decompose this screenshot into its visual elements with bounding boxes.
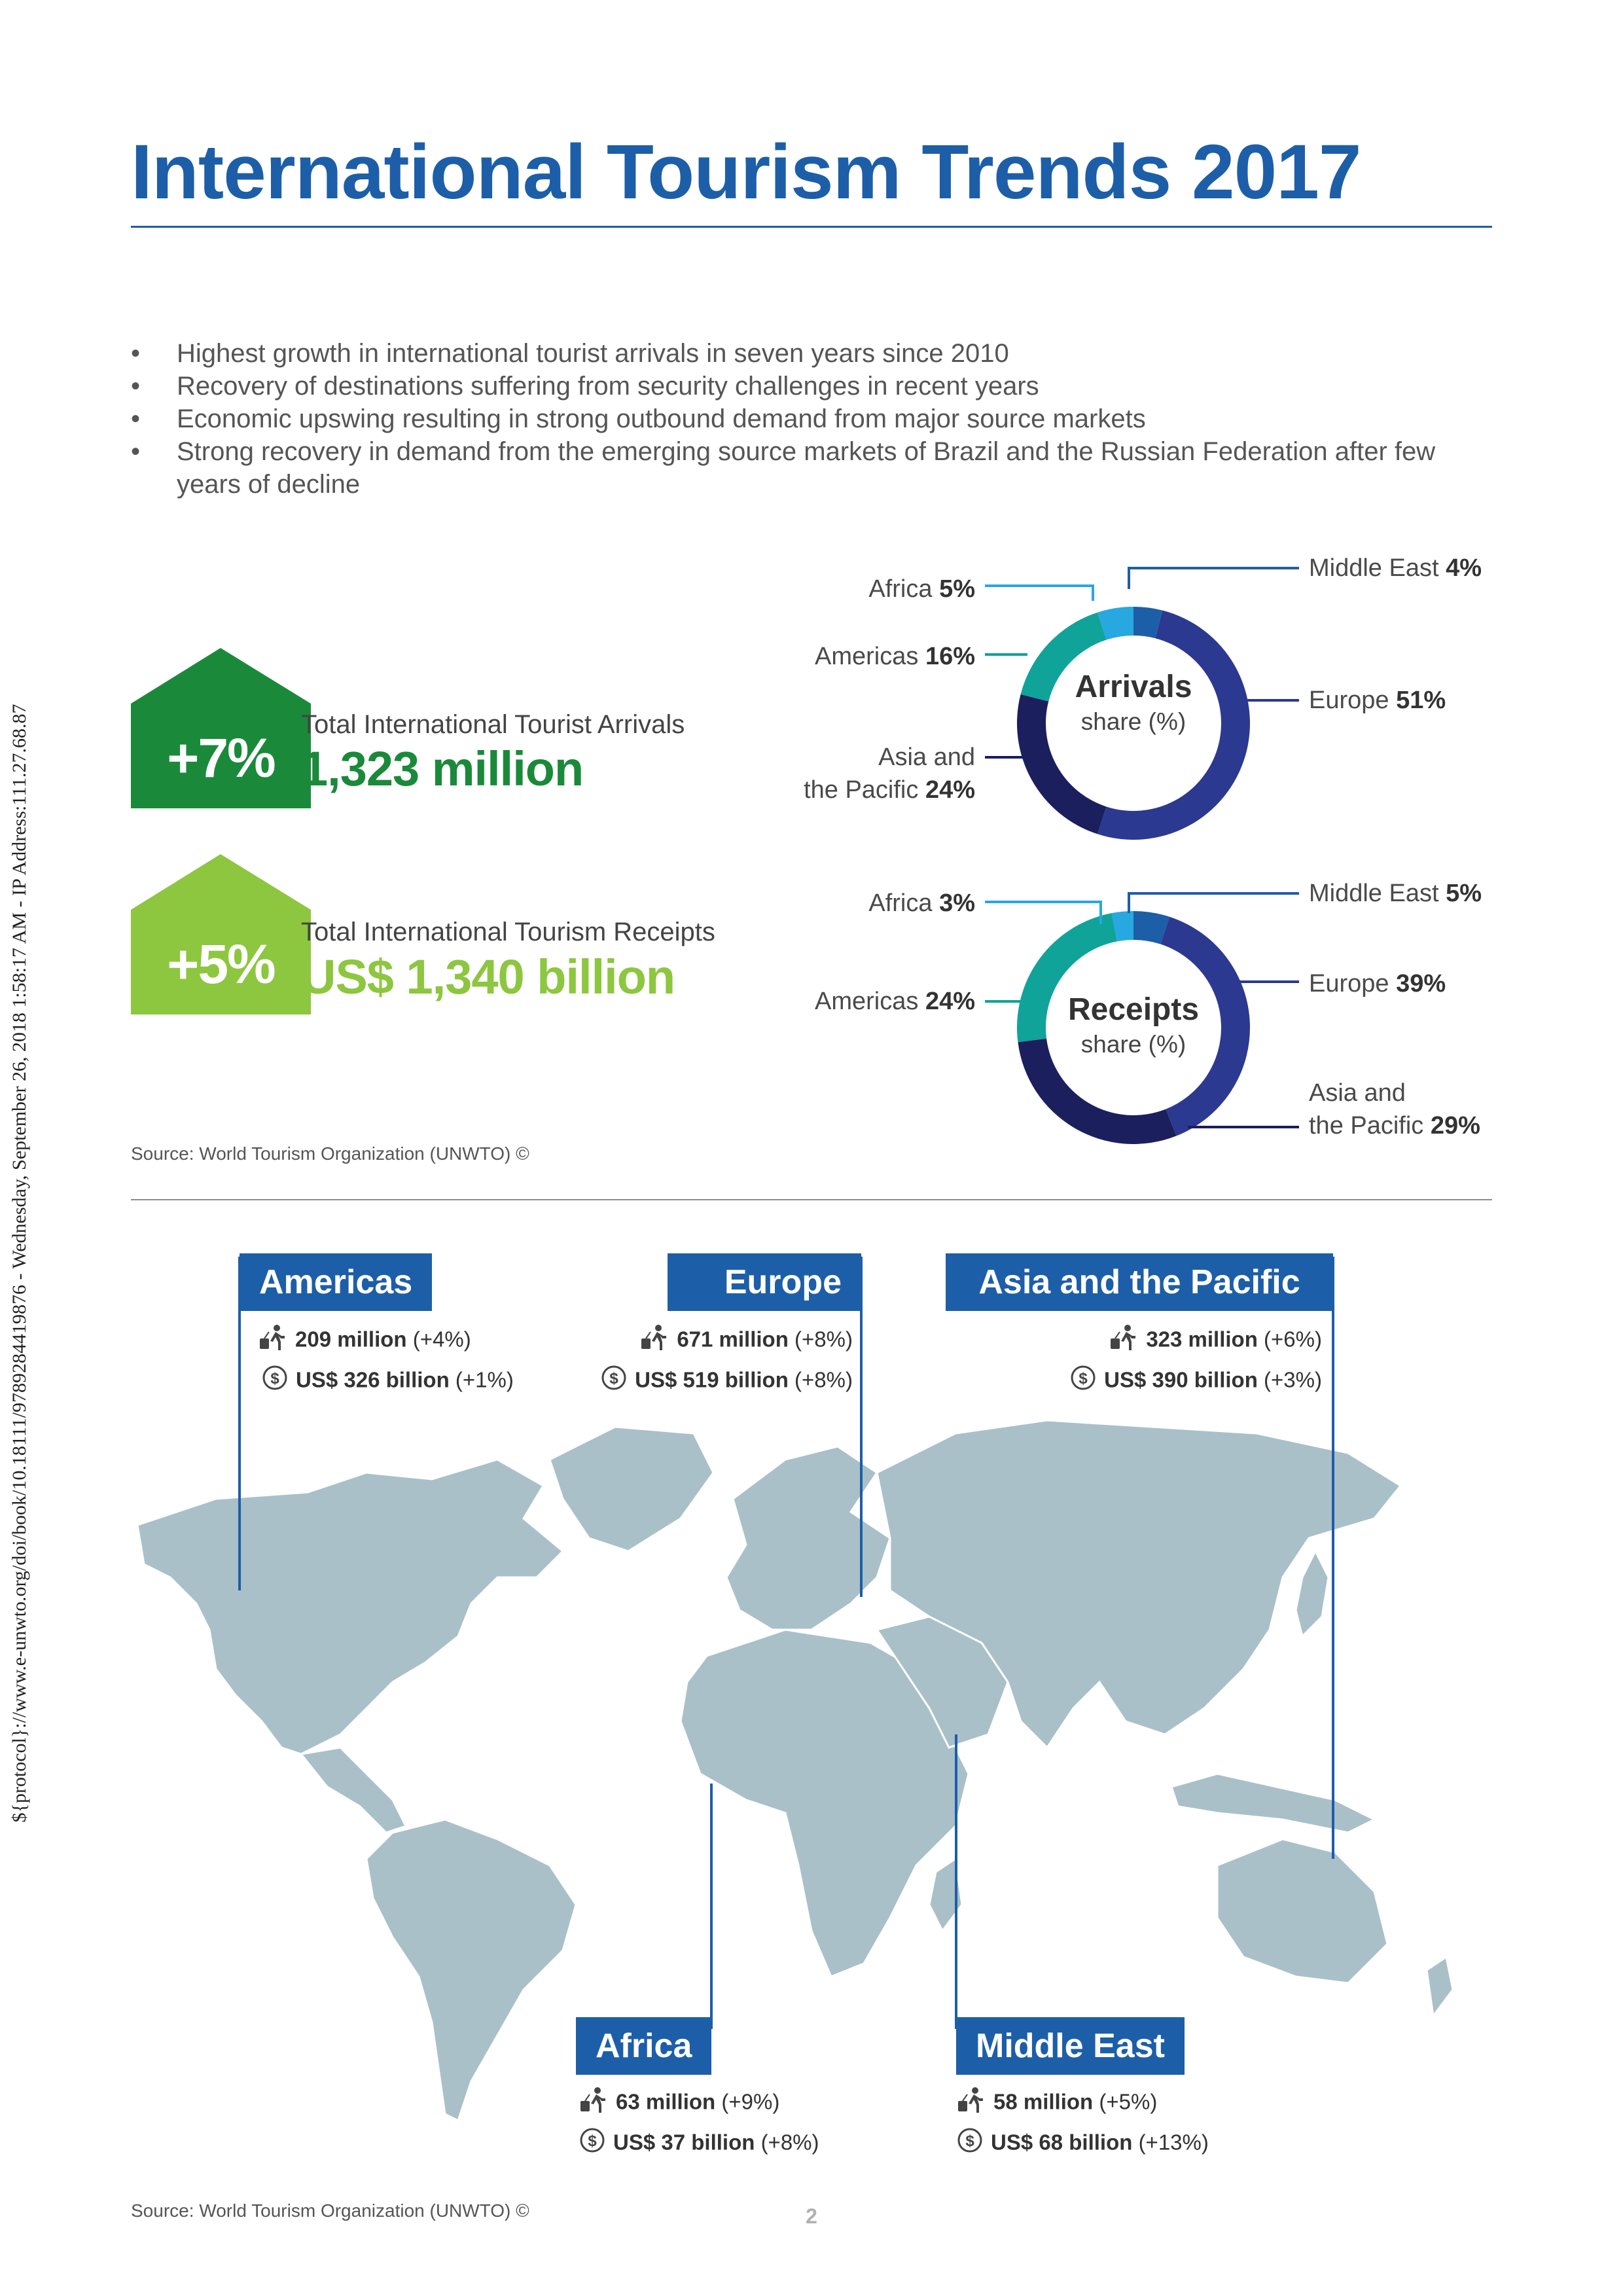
region-americas-title: Americas <box>240 1253 432 1311</box>
region-africa-receipts: $ US$ 37 billion (+8%) <box>579 2127 819 2157</box>
svg-text:$: $ <box>965 2132 974 2150</box>
receipts-value: US$ 1,340 billion <box>301 950 675 1004</box>
arrivals-label-asia-2: the Pacific 24% <box>804 776 975 804</box>
arrivals-label: Total International Tourist Arrivals <box>301 710 685 739</box>
svg-text:$: $ <box>588 2132 597 2150</box>
traveller-icon <box>957 2087 986 2121</box>
arrivals-chart-title: Arrivals <box>1075 670 1192 704</box>
source-note-map: Source: World Tourism Organization (UNWTO) © <box>131 2200 529 2221</box>
region-asia-receipts: $ US$ 390 billion (+3%) <box>1041 1365 1322 1395</box>
arrivals-growth: +7% <box>167 727 275 789</box>
list-item: • Economic upswing resulting in strong outbound demand from major source markets <box>131 403 1499 435</box>
side-metadata-text: ${protocol}://www.e-unwto.org/doi/book/10.18111/9789284419876 - Wednesday, September 26, 2018 1:58:17 AM - IP Address:111.27.68.87 <box>9 704 30 1823</box>
arrivals-label-asia-1: Asia and <box>878 744 975 771</box>
arrivals-label-africa: Africa 5% <box>868 575 975 603</box>
dollar-icon <box>262 1365 288 1399</box>
region-asia-title: Asia and the Pacific <box>946 1253 1333 1311</box>
receipts-label-middle-east: Middle East 5% <box>1309 880 1482 907</box>
arrivals-label-europe: Europe 51% <box>1309 687 1446 714</box>
region-middle-east-title: Middle East <box>956 2017 1185 2075</box>
receipts-label-africa: Africa 3% <box>868 889 975 917</box>
list-item: • Strong recovery in demand from the emerging source markets of Brazil and the Russian Federation after few years of decline <box>131 435 1499 501</box>
svg-text:$: $ <box>609 1370 618 1388</box>
receipts-label-asia-1: Asia and <box>1309 1079 1406 1107</box>
region-africa-title: Africa <box>576 2017 711 2075</box>
region-asia-arrivals: 323 million (+6%) <box>1047 1324 1322 1354</box>
region-europe-arrivals: 671 million (+8%) <box>589 1324 853 1354</box>
dollar-icon <box>1070 1365 1096 1399</box>
receipts-label: Total International Tourism Receipts <box>301 918 715 946</box>
region-europe-title: Europe <box>668 1253 861 1311</box>
page-number: 2 <box>806 2204 817 2228</box>
traveller-icon <box>259 1324 287 1358</box>
traveller-icon <box>640 1324 669 1358</box>
list-item: • Highest growth in international tourist arrivals in seven years since 2010 <box>131 337 1499 370</box>
list-item: • Recovery of destinations suffering from security challenges in recent years <box>131 370 1499 403</box>
region-middle-east-receipts: $ US$ 68 billion (+13%) <box>957 2127 1209 2157</box>
traveller-icon <box>579 2087 608 2121</box>
receipts-chart-title: Receipts <box>1067 992 1200 1027</box>
receipts-label-americas: Americas 24% <box>815 988 975 1015</box>
region-middle-east-arrivals: 58 million (+5%) <box>957 2087 1157 2117</box>
region-americas-receipts: $ US$ 326 billion (+1%) <box>262 1365 514 1395</box>
dollar-icon <box>601 1365 627 1399</box>
arrivals-value: 1,323 million <box>301 742 584 796</box>
dollar-icon <box>579 2127 605 2161</box>
region-europe-receipts: $ US$ 519 billion (+8%) <box>576 1365 853 1395</box>
receipts-label-europe: Europe 39% <box>1309 970 1446 997</box>
source-note: Source: World Tourism Organization (UNWTO) © <box>131 1143 529 1164</box>
receipts-chart-subtitle: share (%) <box>1080 1031 1186 1058</box>
arrivals-label-middle-east: Middle East 4% <box>1309 554 1482 582</box>
dollar-icon <box>957 2127 983 2161</box>
svg-text:$: $ <box>1079 1370 1088 1388</box>
receipts-label-asia-2: the Pacific 29% <box>1309 1112 1480 1139</box>
region-africa-arrivals: 63 million (+9%) <box>579 2087 779 2117</box>
receipts-growth: +5% <box>167 933 275 995</box>
traveller-icon <box>1109 1324 1138 1358</box>
arrivals-label-americas: Americas 16% <box>815 643 975 670</box>
svg-text:$: $ <box>270 1370 279 1388</box>
region-americas-arrivals: 209 million (+4%) <box>259 1324 471 1354</box>
page-title: International Tourism Trends 2017 <box>131 129 1361 215</box>
arrivals-chart-subtitle: share (%) <box>1080 708 1186 735</box>
